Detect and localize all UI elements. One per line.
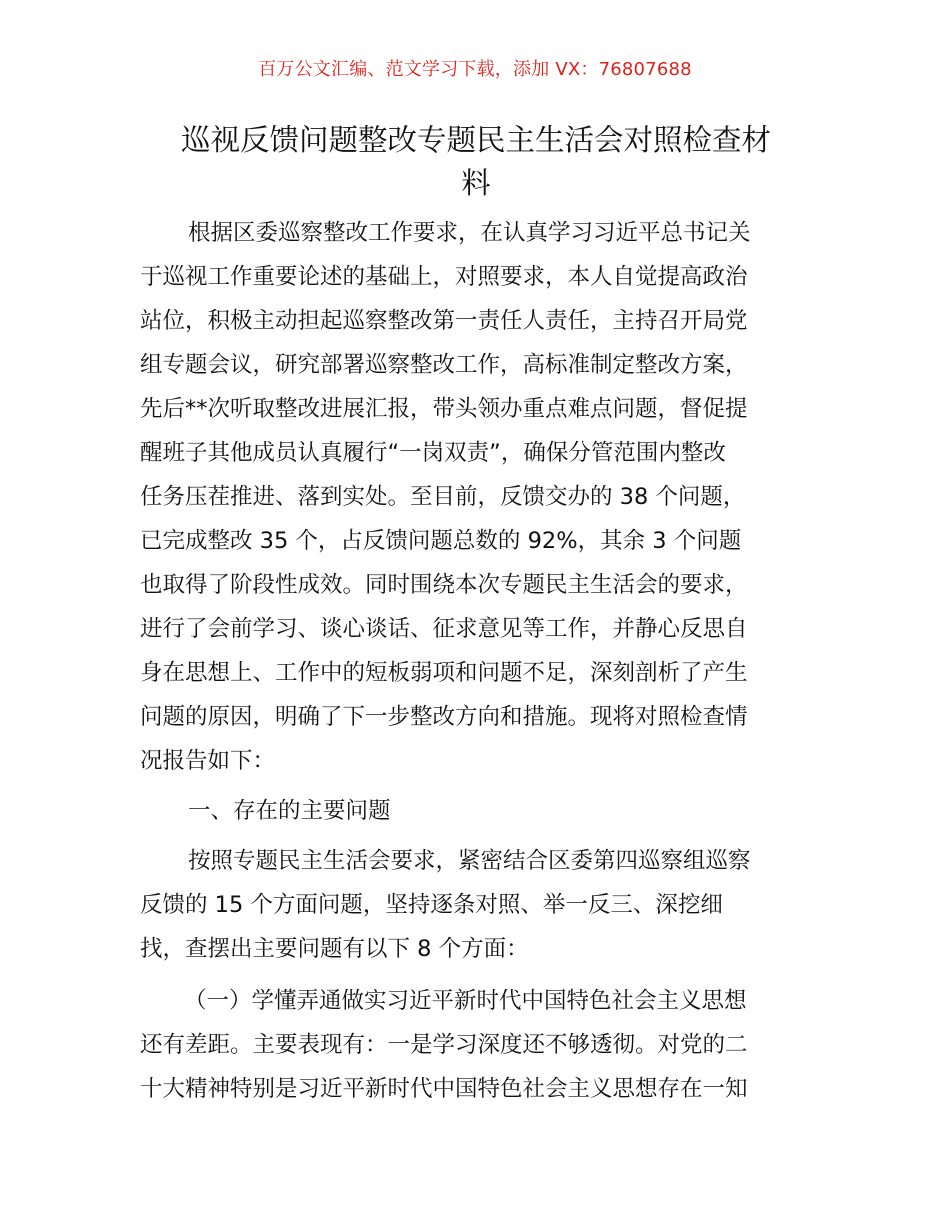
watermark-header: 百万公文汇编、范文学习下载，添加 VX：76807688	[258, 59, 692, 80]
paragraph-line: 也取得了阶段性成效。同时围绕本次专题民主生活会的要求，	[140, 572, 748, 598]
paragraph-line: 况报告如下：	[140, 748, 276, 774]
paragraph-line: 找，查摆出主要问题有以下 8 个方面：	[140, 936, 529, 962]
section-heading: 一、存在的主要问题	[188, 798, 391, 824]
paragraph-line: 十大精神特别是习近平新时代中国特色社会主义思想存在一知	[140, 1076, 748, 1102]
paragraph-line: 根据区委巡察整改工作要求，在认真学习习近平总书记关	[188, 220, 751, 246]
paragraph-line: 身在思想上、工作中的短板弱项和问题不足，深刻剖析了产生	[140, 660, 748, 686]
paragraph-line: 问题的原因，明确了下一步整改方向和措施。现将对照检查情	[140, 704, 748, 730]
document-title-line-1: 巡视反馈问题整改专题民主生活会对照检查材	[180, 123, 771, 157]
subsection-heading: （一）学懂弄通做实习近平新时代中国特色社会主义思想	[184, 988, 747, 1014]
paragraph-line: 进行了会前学习、谈心谈话、征求意见等工作，并静心反思自	[140, 616, 748, 642]
paragraph-line: 任务压茬推进、落到实处。至目前，反馈交办的 38 个问题，	[140, 484, 746, 510]
paragraph-line: 醒班子其他成员认真履行“一岗双责”，确保分管范围内整改	[140, 440, 726, 466]
paragraph-line: 已完成整改 35 个，占反馈问题总数的 92%，其余 3 个问题	[140, 528, 742, 554]
paragraph-line: 按照专题民主生活会要求，紧密结合区委第四巡察组巡察	[188, 848, 751, 874]
paragraph-line: 先后**次听取整改进展汇报，带头领办重点难点问题，督促提	[140, 396, 748, 422]
paragraph-line: 于巡视工作重要论述的基础上，对照要求，本人自觉提高政治	[140, 264, 748, 290]
paragraph-line: 反馈的 15 个方面问题，坚持逐条对照、举一反三、深挖细	[140, 892, 723, 918]
document-title-line-2: 料	[461, 166, 491, 200]
paragraph-line: 组专题会议，研究部署巡察整改工作，高标准制定整改方案，	[140, 352, 748, 378]
paragraph-line: 还有差距。主要表现有：一是学习深度还不够透彻。对党的二	[140, 1032, 748, 1058]
paragraph-line: 站位，积极主动担起巡察整改第一责任人责任，主持召开局党	[140, 308, 748, 334]
